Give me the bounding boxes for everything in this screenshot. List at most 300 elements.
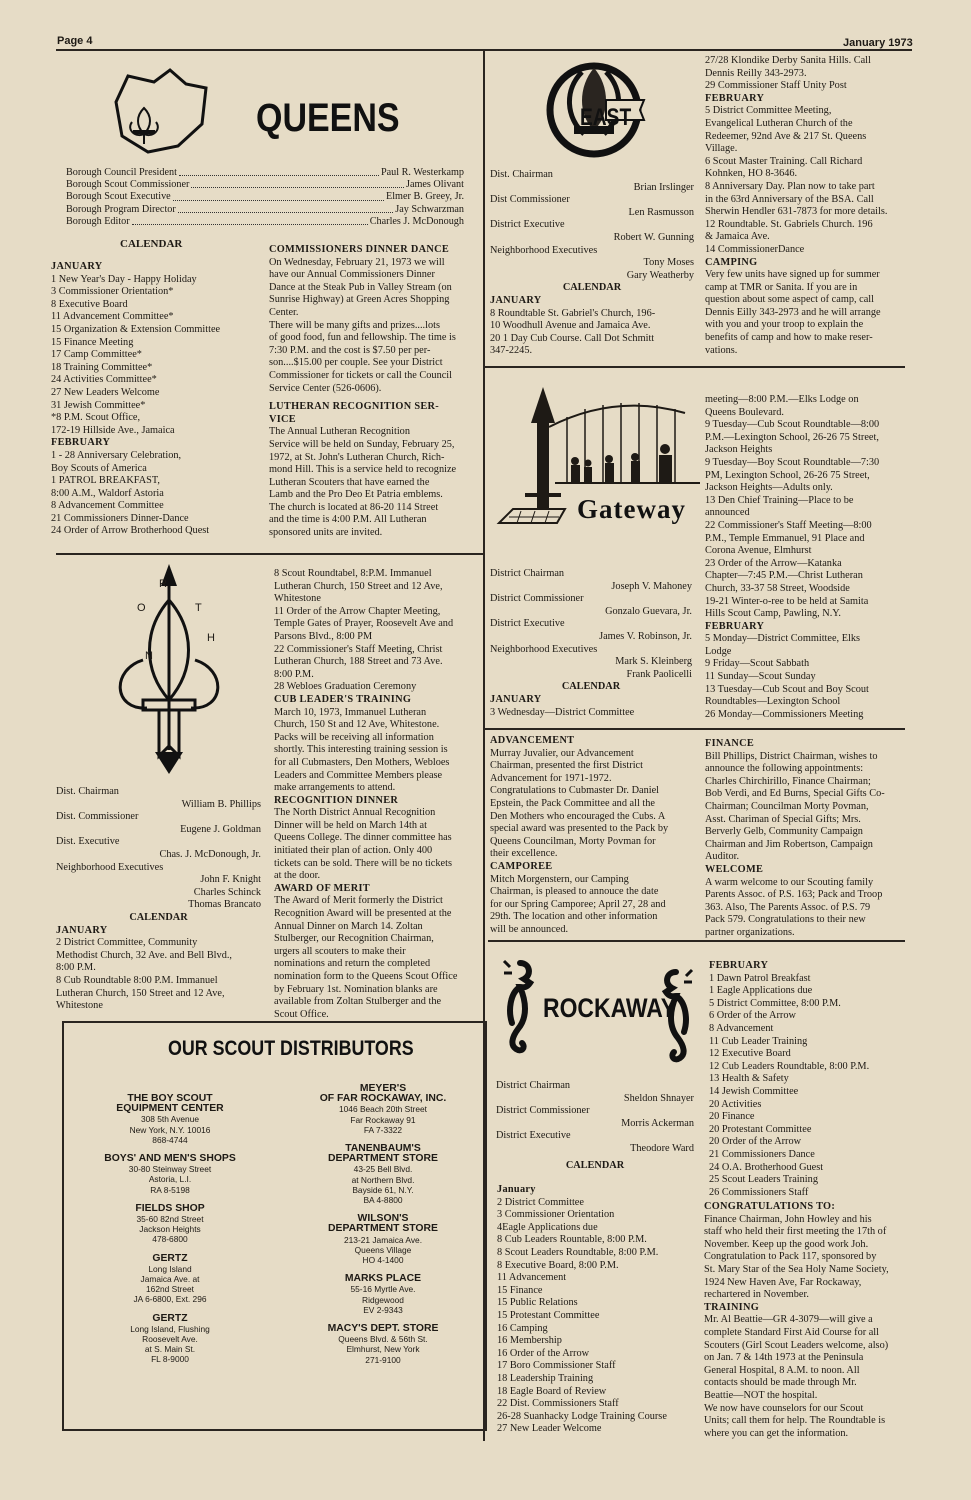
text-line: 18 Training Committee* bbox=[51, 361, 153, 373]
roster-name: Len Rasmusson bbox=[628, 206, 694, 218]
roster-name: Chas. J. McDonough, Jr. bbox=[159, 848, 261, 860]
roster-name: Gonzalo Guevara, Jr. bbox=[605, 605, 692, 617]
distributor-name: MEYER'S OF FAR ROCKAWAY, INC. bbox=[319, 1083, 447, 1105]
roster-name: Brian Irslinger bbox=[633, 181, 694, 193]
text-line: 8:00 P.M. bbox=[274, 668, 314, 680]
text-line: 6 Order of the Arrow bbox=[709, 1010, 796, 1022]
roster-name: Charles Schinck bbox=[193, 886, 261, 898]
text-line: Chapter—7:45 P.M.—Christ Lutheran bbox=[705, 570, 863, 582]
calendar-line: 8:00 P.M. bbox=[56, 962, 96, 974]
distributor-line: 55-16 Myrtle Ave. bbox=[350, 1284, 416, 1295]
text-line: benefits of camp and how to make reser- bbox=[705, 332, 873, 344]
text-line: VICE bbox=[269, 413, 296, 425]
distributor-line: Ridgewood bbox=[362, 1294, 404, 1305]
text-line: Sherwin Hendler 631-7873 for more details. bbox=[705, 206, 888, 218]
distributor-line: 271-9100 bbox=[365, 1354, 401, 1365]
text-line: at the door. bbox=[274, 870, 321, 882]
text-line: P.M., Temple Emmanuel, 91 Place and bbox=[705, 532, 865, 544]
text-line: have our Annual Commissioners Dinner bbox=[269, 269, 435, 281]
text-line: 3 Commissioner Orientation bbox=[497, 1209, 615, 1221]
text-line: special award was presented to the Pack by bbox=[490, 823, 669, 835]
east-articles bbox=[705, 55, 912, 357]
distributors-right-column bbox=[300, 1084, 466, 1374]
logo-letter: H bbox=[207, 632, 215, 644]
officer-row bbox=[66, 167, 464, 179]
roster-name: Eugene J. Goldman bbox=[180, 823, 261, 835]
officer-role: Borough Program Director bbox=[66, 203, 176, 215]
text-line: 1972, at St. John's Lutheran Church, Rich- bbox=[269, 451, 445, 463]
text-line: Dennis Reilly 343-2973. bbox=[705, 67, 807, 79]
text-line: Units; call them for help. The Roundtable is bbox=[704, 1415, 886, 1427]
distributor-line: HO 4-1400 bbox=[362, 1255, 404, 1266]
calendar-line: 20 1 Day Cub Course. Call Dot Schmitt bbox=[490, 332, 655, 344]
text-line: 29th. The location and other information bbox=[490, 911, 658, 923]
distributor bbox=[300, 1144, 466, 1205]
text-line: 12 Roundtable. St. Gabriels Church. 196 bbox=[705, 218, 873, 230]
text-line: 27 New Leaders Welcome bbox=[51, 386, 160, 398]
distributor-line: Astoria, L.I. bbox=[148, 1174, 192, 1185]
distributor-line: 162nd Street bbox=[146, 1284, 194, 1295]
text-line: Dennis Eilly 343-2973 and he will arrange bbox=[705, 306, 881, 318]
text-line: 20 Order of the Arrow bbox=[709, 1136, 802, 1148]
text-line: Lamb and the Pro Deo Et Patria emblems. bbox=[269, 489, 443, 501]
roster-name: Theodore Ward bbox=[630, 1142, 694, 1154]
text-line: Berverly Gelb, Community Campaign bbox=[705, 826, 863, 838]
rockaway-february-calendar bbox=[709, 960, 909, 1199]
text-line: will be announced. bbox=[490, 923, 569, 935]
section-divider-rockaway bbox=[488, 940, 905, 942]
text-line: The Award of Merit formerly the District bbox=[274, 895, 443, 907]
text-line: Murray Juvalier, our Advancement bbox=[490, 747, 634, 759]
text-line: The church is located at 86-20 114 Street bbox=[269, 501, 439, 513]
text-line: On Wednesday, February 21, 1973 we will bbox=[269, 256, 445, 268]
text-line: Chairman, is pleased to annouce the date bbox=[490, 886, 659, 898]
text-line: 363. Also, The Parents Assoc. of P.S. 79 bbox=[705, 901, 871, 913]
text-line: 1 New Year's Day - Happy Holiday bbox=[51, 273, 197, 285]
distributor bbox=[300, 1274, 466, 1315]
text-line: CAMPING bbox=[705, 256, 758, 268]
roster-name: Morris Ackerman bbox=[621, 1117, 694, 1129]
text-line: RECOGNITION DINNER bbox=[274, 794, 399, 806]
calendar-line: Lutheran Church, 150 Street and 12 Ave, bbox=[56, 987, 225, 999]
text-line: 15 Finance Meeting bbox=[51, 336, 134, 348]
queens-calendar-heading: CALENDAR bbox=[120, 238, 183, 250]
text-line: FEBRUARY bbox=[51, 437, 111, 449]
text-line: Mitch Morgenstern, our Camping bbox=[490, 873, 629, 885]
text-line: Annual Dinner on March 14. Zoltan bbox=[274, 920, 423, 932]
text-line: question about some aspect of camp, call bbox=[705, 294, 874, 306]
distributor-line: 35-60 82nd Street bbox=[136, 1214, 204, 1225]
distributor bbox=[300, 1214, 466, 1265]
text-line: 26 Commissioners Staff bbox=[709, 1186, 809, 1198]
roster-label: District Commissioner bbox=[496, 1105, 590, 1117]
text-line: P.M.—Lexington School, 26-26 75 Street, bbox=[705, 431, 879, 443]
section-divider-queens-north bbox=[56, 553, 483, 555]
distributor-line: 308 5th Avenue bbox=[140, 1114, 200, 1125]
roster-label: Dist. Commissioner bbox=[56, 811, 139, 823]
distributor bbox=[300, 1084, 466, 1135]
text-line: on Jan. 7 & 14th 1973 at the Peninsula bbox=[704, 1352, 864, 1364]
text-line: 9 Friday—Scout Sabbath bbox=[705, 658, 810, 670]
text-line: Packs will be receiving all information bbox=[274, 731, 434, 743]
text-line: for our Spring Camporee; April 27, 28 and bbox=[490, 898, 666, 910]
seahorse-icon bbox=[496, 957, 536, 1057]
text-line: Asst. Chariman of Special Gifts; Mrs. bbox=[705, 813, 861, 825]
text-line: Very few units have signed up for summer bbox=[705, 269, 880, 281]
text-line: Advancement for 1971-1972. bbox=[490, 772, 612, 784]
roster-label: District Chairman bbox=[496, 1080, 571, 1091]
distributor-line: New York, N.Y. 10016 bbox=[129, 1124, 211, 1135]
text-line: & Jamaica Ave. bbox=[705, 231, 770, 243]
roster-name: Tony Moses bbox=[643, 257, 694, 269]
rockaway-title: ROCKAWAY bbox=[543, 993, 677, 1023]
calendar-line: 10 Woodhull Avenue and Jamaica Ave. bbox=[490, 320, 651, 332]
queens-calendar bbox=[51, 261, 256, 538]
text-line: Temple Gates of Prayer, Roosevelt Ave and bbox=[274, 618, 454, 630]
text-line: Sunrise Highway) at Green Acres Shopping bbox=[269, 294, 450, 306]
text-line: 15 Finance bbox=[497, 1284, 543, 1296]
distributor-line: Elmhurst, New York bbox=[346, 1344, 420, 1355]
calendar-line: 3 Wednesday—District Committee bbox=[490, 706, 635, 718]
officer-name: Paul R. Westerkamp bbox=[380, 167, 464, 178]
calendar-line: Methodist Church, 32 Ave. and Bell Blvd., bbox=[56, 949, 232, 961]
page-number: Page 4 bbox=[57, 35, 93, 47]
text-line: 16 Order of the Arrow bbox=[497, 1347, 590, 1359]
text-line: 11 Order of the Arrow Chapter Meeting, bbox=[274, 605, 441, 617]
text-line: announce the following appointments: bbox=[705, 763, 864, 775]
text-line: Epstein, the Pack Committee and all the bbox=[490, 797, 655, 809]
distributor-line: FA 7-3322 bbox=[363, 1124, 403, 1135]
distributor-line: Roosevelt Ave. bbox=[142, 1334, 198, 1345]
text-line: Queens College. The dinner committee has bbox=[274, 832, 452, 844]
east-officers-calendar bbox=[490, 169, 694, 358]
roster-label: Neighborhood Executives bbox=[490, 643, 598, 655]
roster-name: Mark S. Kleinberg bbox=[615, 656, 692, 668]
calendar-line: 347-2245. bbox=[490, 345, 533, 357]
text-line: son....$15.00 per couple. See your District bbox=[269, 357, 443, 369]
distributor-line: Queens Blvd. & 56th St. bbox=[338, 1334, 428, 1345]
text-line: 27/28 Klondike Derby Sanita Hills. Call bbox=[705, 55, 871, 66]
roster-name: William B. Phillips bbox=[181, 798, 261, 810]
north-logo-letters bbox=[103, 560, 235, 780]
queens-officers bbox=[66, 167, 464, 228]
text-line: 18 Eagle Board of Review bbox=[497, 1385, 607, 1397]
distributor-name: BOYS' AND MEN'S SHOPS bbox=[104, 1153, 236, 1165]
calendar-heading: CALENDAR bbox=[129, 911, 188, 923]
officer-row bbox=[66, 216, 464, 228]
text-line: 11 Advancement Committee* bbox=[51, 311, 174, 323]
roster-label: District Commissioner bbox=[490, 593, 584, 605]
distributor-line: 43-25 Bell Blvd. bbox=[353, 1164, 413, 1175]
text-line: for all Cubmasters, Den Mothers, Webloes bbox=[274, 756, 450, 768]
text-line: Hills Scout Camp, Pawling, N.Y. bbox=[705, 608, 841, 620]
month-heading: JANUARY bbox=[490, 294, 542, 306]
text-line: urgers all scouters to make their bbox=[274, 945, 406, 957]
roster-label: Dist Commissioner bbox=[490, 194, 570, 206]
text-line: staff who held their first meeting the 17th of bbox=[704, 1226, 887, 1238]
text-line: St. Mary Star of the Sea Holy Name Society, bbox=[704, 1263, 889, 1275]
text-line: 24 O.A. Brotherhood Guest bbox=[709, 1161, 824, 1173]
distributor-name: WILSON'S DEPARTMENT STORE bbox=[328, 1213, 438, 1235]
calendar-heading: CALENDAR bbox=[561, 681, 621, 693]
text-line: 8 Scout Roundtabel, 8:P.M. Immanuel bbox=[274, 568, 432, 579]
text-line: General Hospital, 8 A.M. to noon. All bbox=[704, 1364, 860, 1376]
text-line: initiated their plan of action. Only 400 bbox=[274, 845, 433, 857]
distributor-name: TANENBAUM'S DEPARTMENT STORE bbox=[328, 1143, 438, 1165]
text-line: 20 Protestant Committee bbox=[709, 1123, 812, 1135]
text-line: Bill Phillips, District Chairman, wishes to bbox=[705, 750, 878, 762]
section-divider-east-gateway bbox=[485, 366, 905, 368]
officer-name: James Olivant bbox=[405, 179, 464, 191]
month-heading: JANUARY bbox=[490, 693, 542, 705]
text-line: 8 Executive Board, 8:00 P.M. bbox=[497, 1259, 619, 1271]
text-line: where you can get the information. bbox=[704, 1427, 849, 1439]
roster-label: Neighborhood Executives bbox=[490, 244, 598, 256]
text-line: 15 Protestant Committee bbox=[497, 1309, 600, 1321]
text-line: January bbox=[497, 1184, 536, 1195]
text-line: their excellence. bbox=[490, 848, 558, 860]
text-line: vations. bbox=[705, 344, 738, 356]
text-line: Queens Councilman, Morty Povman for bbox=[490, 835, 656, 847]
text-line: 12 Cub Leaders Roundtable, 8:00 P.M. bbox=[709, 1060, 870, 1072]
text-line: 26-28 Suanhacky Lodge Training Course bbox=[497, 1410, 667, 1422]
text-line: Chairman; Councilman Morty Povman, bbox=[705, 800, 869, 812]
logo-letter: N bbox=[145, 650, 153, 662]
text-line: Service will be held on Sunday, February 25, bbox=[269, 438, 455, 450]
gateway-news-right bbox=[705, 738, 908, 940]
distributor-line: 868-4744 bbox=[152, 1134, 188, 1145]
text-line: 13 Tuesday—Cub Scout and Boy Scout bbox=[705, 683, 869, 695]
text-line: 8 Advancement Committee bbox=[51, 500, 164, 512]
text-line: make arrangements to attend. bbox=[274, 782, 396, 794]
text-line: AWARD OF MERIT bbox=[274, 882, 370, 894]
text-line: sponsored units are invited. bbox=[269, 527, 383, 539]
distributor-name: MARKS PLACE bbox=[344, 1273, 422, 1285]
text-line: Whitestone bbox=[274, 593, 321, 605]
text-line: Auditor. bbox=[705, 851, 740, 863]
text-line: 21 Commissioners Dance bbox=[709, 1148, 815, 1160]
text-line: ADVANCEMENT bbox=[490, 735, 575, 746]
text-line: 15 Public Relations bbox=[497, 1297, 578, 1309]
text-line: WELCOME bbox=[705, 863, 764, 875]
text-line: Charles Chirchirillo, Finance Chairman; bbox=[705, 775, 871, 787]
roster-label: District Executive bbox=[490, 219, 565, 231]
gateway-officers-calendar bbox=[490, 568, 692, 719]
distributor-line: FL 8-9000 bbox=[151, 1354, 189, 1365]
distributor-name: MACY'S DEPT. STORE bbox=[327, 1323, 439, 1335]
text-line: 29 Commissioner Staff Unity Post bbox=[705, 80, 847, 92]
text-line: 31 Jewish Committee* bbox=[51, 399, 146, 411]
text-line: FEBRUARY bbox=[705, 92, 765, 104]
text-line: 22 Commissioner's Staff Meeting, Christ bbox=[274, 643, 443, 655]
text-line: Church, 150 St and 12 Ave, Whitestone. bbox=[274, 719, 440, 731]
text-line: 19-21 Winter-o-ree to be held at Samita bbox=[705, 595, 869, 607]
text-line: 26 Monday—Commissioners Meeting bbox=[705, 708, 864, 720]
text-line: CAMPOREE bbox=[490, 860, 553, 872]
text-line: 16 Membership bbox=[497, 1335, 562, 1347]
text-line: 20 Activities bbox=[709, 1098, 762, 1110]
officer-name: Elmer B. Greey, Jr. bbox=[386, 191, 464, 203]
text-line: 22 Dist. Commissioners Staff bbox=[497, 1398, 619, 1410]
text-line: rechartered in November. bbox=[704, 1289, 809, 1301]
text-line: 17 Camp Committee* bbox=[51, 349, 142, 361]
distributor-name: THE BOY SCOUT EQUIPMENT CENTER bbox=[116, 1093, 224, 1115]
text-line: Dinner will be held on March 14th at bbox=[274, 819, 427, 831]
calendar-line: 8 Roundtable St. Gabriel's Church, 196- bbox=[490, 307, 656, 319]
text-line: contacts should be made through Mr. bbox=[704, 1377, 857, 1389]
logo-letter: R bbox=[159, 578, 167, 590]
text-line: in the 63rd Anniversary of the BSA. Call bbox=[705, 193, 874, 205]
officer-row bbox=[66, 179, 464, 191]
text-line: Center. bbox=[269, 306, 299, 318]
text-line: 7:30 P.M. and the cost is $7.50 per per- bbox=[269, 344, 431, 356]
text-line: 1 PATROL BREAKFAST, bbox=[51, 475, 160, 487]
text-line: Service Center (526-0606). bbox=[269, 382, 382, 394]
roster-name: Frank Paolicelli bbox=[626, 668, 692, 680]
roster-name: James V. Robinson, Jr. bbox=[599, 630, 692, 642]
text-line: 1924 New Haven Ave, Far Rockaway, bbox=[704, 1276, 862, 1288]
text-line: 18 Leadership Training bbox=[497, 1372, 594, 1384]
text-line: 22 Commissioner's Staff Meeting—8:00 bbox=[705, 519, 872, 531]
roster-label: Dist. Chairman bbox=[490, 169, 553, 180]
text-line: Corona Avenue, Elmhurst bbox=[705, 545, 812, 557]
text-line: 5 District Committee Meeting, bbox=[705, 105, 832, 117]
text-line: 3 Commissioner Orientation* bbox=[51, 286, 174, 298]
text-line: 1 - 28 Anniversary Celebration, bbox=[51, 449, 182, 461]
distributor bbox=[90, 1154, 250, 1195]
text-line: 9 Tuesday—Cub Scout Roundtable—8:00 bbox=[705, 419, 880, 431]
text-line: Lutheran Church, 150 Street and 12 Ave, bbox=[274, 580, 443, 592]
calendar-heading: CALENDAR bbox=[565, 1159, 625, 1171]
distributor-line: Long Island, Flushing bbox=[130, 1323, 210, 1334]
text-line: Parents Assoc. of P.S. 163; Pack and Troop bbox=[705, 889, 883, 901]
text-line: by February 1st. Nomination blanks are bbox=[274, 983, 438, 995]
distributor-line: Bayside 61, N.Y. bbox=[352, 1184, 414, 1195]
text-line: FEBRUARY bbox=[709, 960, 769, 971]
distributor-line: Far Rockaway 91 bbox=[350, 1114, 416, 1125]
text-line: 20 Finance bbox=[709, 1111, 755, 1123]
text-line: Parsons Blvd., 8:00 PM bbox=[274, 630, 373, 642]
text-line: 23 Order of the Arrow—Katanka bbox=[705, 557, 842, 569]
officer-row bbox=[66, 191, 464, 203]
text-line: FEBRUARY bbox=[705, 620, 765, 632]
officer-name: Charles J. McDonough bbox=[369, 215, 464, 227]
text-line: 8 Anniversary Day. Plan now to take part bbox=[705, 180, 875, 192]
text-line: 15 Organization & Extension Committee bbox=[51, 323, 221, 335]
text-line: The North District Annual Recognition bbox=[274, 807, 436, 819]
distributor-line: Jackson Heights bbox=[139, 1224, 201, 1235]
text-line: Queens Boulevard. bbox=[705, 406, 784, 418]
distributor-line: Queens Village bbox=[354, 1244, 412, 1255]
text-line: November. Keep up the good work Joh. bbox=[704, 1238, 869, 1250]
text-line: 27 New Leader Welcome bbox=[497, 1423, 602, 1435]
text-line: COMMISSIONERS DINNER DANCE bbox=[269, 244, 450, 255]
logo-letter: T bbox=[195, 602, 202, 614]
text-line: JANUARY bbox=[51, 261, 103, 272]
distributors-title: OUR SCOUT DISTRIBUTORS bbox=[168, 1037, 414, 1060]
text-line: 1 Eagle Applications due bbox=[709, 985, 813, 997]
distributor-line: EV 2-9343 bbox=[363, 1304, 403, 1315]
text-line: LUTHERAN RECOGNITION SER- bbox=[269, 401, 439, 413]
text-line: 6 Scout Master Training. Call Richard bbox=[705, 155, 863, 167]
text-line: of good food, fun and fellowship. The time is bbox=[269, 332, 456, 344]
distributor bbox=[300, 1324, 466, 1365]
text-line: complete Standard First Aid Course for all bbox=[704, 1326, 880, 1338]
text-line: 21 Commissioners Dinner-Dance bbox=[51, 512, 189, 524]
roster-label: District Executive bbox=[490, 618, 565, 630]
page-date: January 1973 bbox=[843, 37, 913, 49]
text-line: 8 Executive Board bbox=[51, 298, 128, 310]
text-line: mond Hill. This is a service held to recognize bbox=[269, 464, 457, 476]
distributor-name: GERTZ bbox=[152, 1312, 188, 1324]
text-line: There will be many gifts and prizes....lots bbox=[269, 319, 440, 331]
text-line: shortly. This interesting training session is bbox=[274, 744, 448, 756]
text-line: 13 Den Chief Training—Place to be bbox=[705, 494, 854, 506]
distributor bbox=[90, 1254, 250, 1305]
calendar-line: 2 District Committee, Community bbox=[56, 937, 198, 949]
text-line: 4Eagle Applications due bbox=[497, 1221, 598, 1233]
text-line: and the time is 4:00 P.M. All Lutheran bbox=[269, 514, 427, 526]
gateway-news-left bbox=[490, 735, 693, 937]
text-line: Congratulation to Pack 117, sponsored by bbox=[704, 1251, 877, 1263]
text-line: Lutheran Church, 188 Street and 73 Ave. bbox=[274, 656, 443, 668]
text-line: Redeemer, 92nd Ave & 217 St. Queens bbox=[705, 130, 867, 142]
text-line: Stulberger, our Recognition Chairman, bbox=[274, 933, 434, 945]
distributors-left-column bbox=[90, 1094, 250, 1374]
text-line: 24 Order of Arrow Brotherhood Quest bbox=[51, 525, 210, 537]
queens-title: QUEENS bbox=[256, 96, 400, 140]
text-line: 11 Sunday—Scout Sunday bbox=[705, 671, 816, 683]
distributor-line: 213-21 Jamaica Ave. bbox=[343, 1234, 423, 1245]
distributor-line: Jamaica Ave. at bbox=[140, 1274, 200, 1285]
calendar-line: Whitestone bbox=[56, 1000, 103, 1012]
text-line: Pack 579. Congratulations to their new bbox=[705, 914, 866, 926]
text-line: with you and your troop to explain the bbox=[705, 319, 864, 331]
calendar-heading: CALENDAR bbox=[562, 282, 622, 294]
text-line: Village. bbox=[705, 143, 738, 155]
roster-name: John F. Knight bbox=[200, 874, 261, 886]
text-line: TRAINING bbox=[704, 1301, 760, 1313]
roster-name: Gary Weatherby bbox=[626, 269, 694, 281]
text-line: 11 Cub Leader Training bbox=[709, 1035, 808, 1047]
distributor-line: at Northern Blvd. bbox=[351, 1174, 415, 1185]
distributor-line: 30-80 Steinway Street bbox=[128, 1164, 212, 1175]
distributor-line: 1046 Beach 20th Street bbox=[338, 1104, 427, 1115]
text-line: 8 Scout Leaders Roundtable, 8:00 P.M. bbox=[497, 1246, 659, 1258]
text-line: Recognition Award will be presented at the bbox=[274, 908, 452, 920]
calendar-line: 8 Cub Roundtable 8:00 P.M. Immanuel bbox=[56, 974, 218, 986]
text-line: 14 Jewish Committee bbox=[709, 1085, 799, 1097]
text-line: Lodge bbox=[705, 645, 732, 657]
east-logo-text: EAST bbox=[580, 104, 632, 131]
text-line: Beattie—NOT the hospital. bbox=[704, 1389, 818, 1401]
rockaway-january-calendar bbox=[497, 1184, 697, 1436]
roster-name: Joseph V. Mahoney bbox=[611, 580, 692, 592]
distributor bbox=[90, 1094, 250, 1145]
text-line: Mr. Al Beattie—GR 4-3079—will give a bbox=[704, 1314, 873, 1326]
text-line: Chairman and Jim Robertson, Campaign bbox=[705, 838, 873, 850]
text-line: CONGRATULATIONS TO: bbox=[704, 1201, 836, 1212]
officer-role: Borough Council President bbox=[66, 167, 177, 178]
text-line: 24 Activities Committee* bbox=[51, 374, 157, 386]
distributor-line: Long Island bbox=[148, 1263, 192, 1274]
distributor-line: JA 6-6800, Ext. 296 bbox=[133, 1294, 207, 1305]
roster-name: Thomas Brancato bbox=[188, 899, 261, 911]
text-line: Church, 33-37 58 Street, Woodside bbox=[705, 582, 850, 594]
text-line: We now have counselors for our Scout bbox=[704, 1402, 864, 1414]
text-line: Evangelical Lutheran Church of the bbox=[705, 117, 853, 129]
text-line: available from Zoltan Stulberger and the bbox=[274, 996, 442, 1008]
